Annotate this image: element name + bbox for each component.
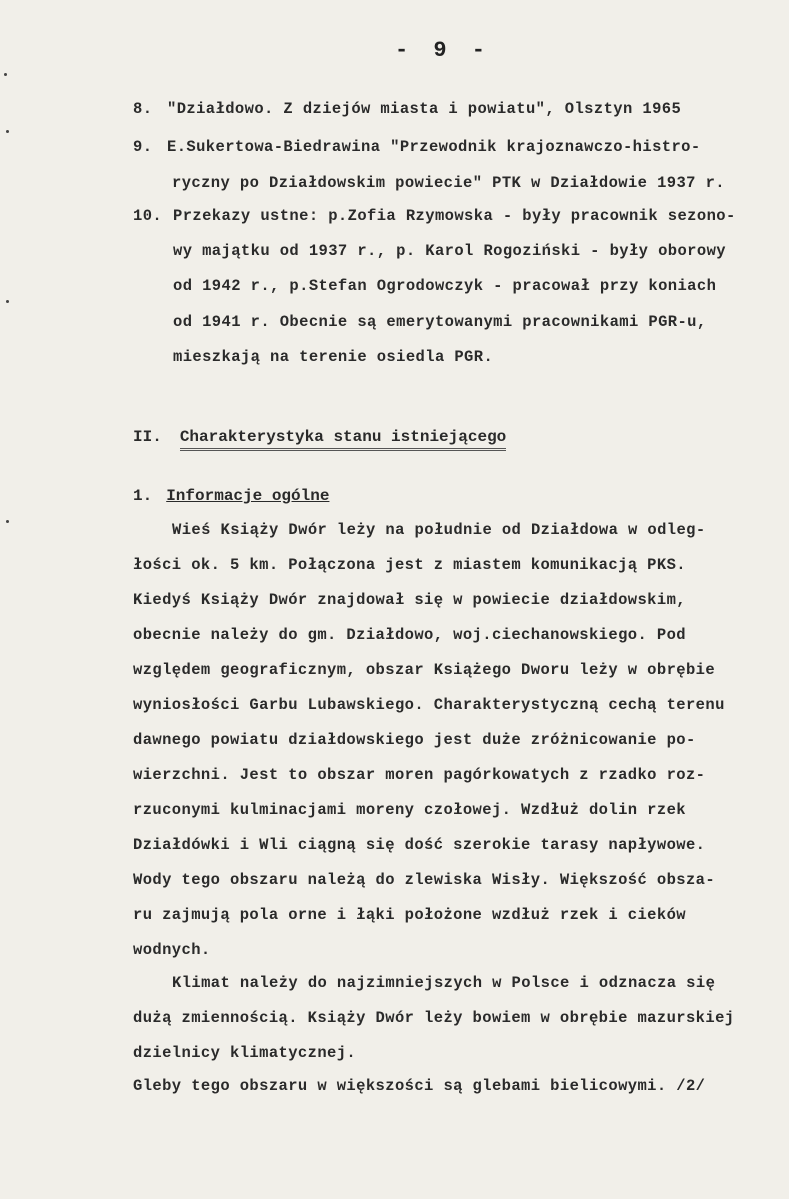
reference-item [133, 138, 701, 156]
reference-text-continuation: ryczny po Działdowskim powiecie" PTK w Działdowie 1937 r. [172, 174, 725, 192]
reference-text-continuation: wy majątku od 1937 r., p. Karol Rogoziński - były oborowy [173, 242, 726, 260]
section-number: II. [133, 428, 162, 446]
section-heading [133, 428, 506, 446]
body-line: obecnie należy do gm. Działdowo, woj.ciechanowskiego. Pod [133, 626, 686, 644]
body-line: względem geograficznym, obszar Książego Dworu leży w obrębie [133, 661, 716, 679]
section-title: Charakterystyka stanu istniejącego [180, 428, 506, 451]
reference-text-continuation: od 1942 r., p.Stefan Ogrodowczyk - pracował przy koniach [173, 277, 717, 295]
body-line: dzielnicy klimatycznej. [133, 1044, 357, 1062]
reference-text: E.Sukertowa-Biedrawina "Przewodnik krajoznawczo-histro- [167, 138, 701, 156]
body-line: dawnego powiatu działdowskiego jest duże zróżnicowanie po- [133, 731, 696, 749]
body-line: Klimat należy do najzimniejszych w Polsce i odznacza się [172, 974, 716, 992]
margin-mark [6, 520, 9, 523]
body-line: Wody tego obszaru należą do zlewiska Wisły. Większość obsza- [133, 871, 716, 889]
body-line: wyniosłości Garbu Lubawskiego. Charakterystyczną cechą terenu [133, 696, 725, 714]
reference-text-continuation: od 1941 r. Obecnie są emerytowanymi pracownikami PGR-u, [173, 313, 707, 331]
reference-item [133, 100, 681, 118]
body-line: Kiedyś Książy Dwór znajdował się w powiecie działdowskim, [133, 591, 686, 609]
subsection-heading [133, 487, 329, 505]
reference-number: 10. [133, 207, 163, 225]
body-line: rzuconymi kulminacjami moreny czołowej. Wzdłuż dolin rzek [133, 801, 686, 819]
margin-mark [6, 130, 9, 133]
body-line: Gleby tego obszaru w większości są glebami bielicowymi. /2/ [133, 1077, 706, 1095]
reference-text: "Działdowo. Z dziejów miasta i powiatu", Olsztyn 1965 [167, 100, 682, 118]
subsection-title: Informacje ogólne [166, 487, 330, 505]
body-line: dużą zmiennością. Książy Dwór leży bowiem w obrębie mazurskiej [133, 1009, 735, 1027]
margin-mark [6, 300, 9, 303]
page-number: - 9 - [395, 38, 492, 63]
reference-item [133, 207, 736, 225]
subsection-number: 1. [133, 487, 153, 505]
body-line: łości ok. 5 km. Połączona jest z miastem komunikacją PKS. [133, 556, 686, 574]
body-line: wodnych. [133, 941, 211, 959]
body-line: Wieś Książy Dwór leży na południe od Działdowa w odleg- [172, 521, 706, 539]
body-line: ru zajmują pola orne i łąki położone wzdłuż rzek i cieków [133, 906, 686, 924]
reference-text-continuation: mieszkają na terenie osiedla PGR. [173, 348, 494, 366]
body-line: wierzchni. Jest to obszar moren pagórkowatych z rzadko roz- [133, 766, 706, 784]
reference-number: 8. [133, 100, 153, 118]
reference-number: 9. [133, 138, 153, 156]
body-line: Działdówki i Wli ciągną się dość szerokie tarasy napływowe. [133, 836, 706, 854]
margin-mark [4, 73, 7, 76]
reference-text: Przekazy ustne: p.Zofia Rzymowska - były pracownik sezono- [173, 207, 736, 225]
